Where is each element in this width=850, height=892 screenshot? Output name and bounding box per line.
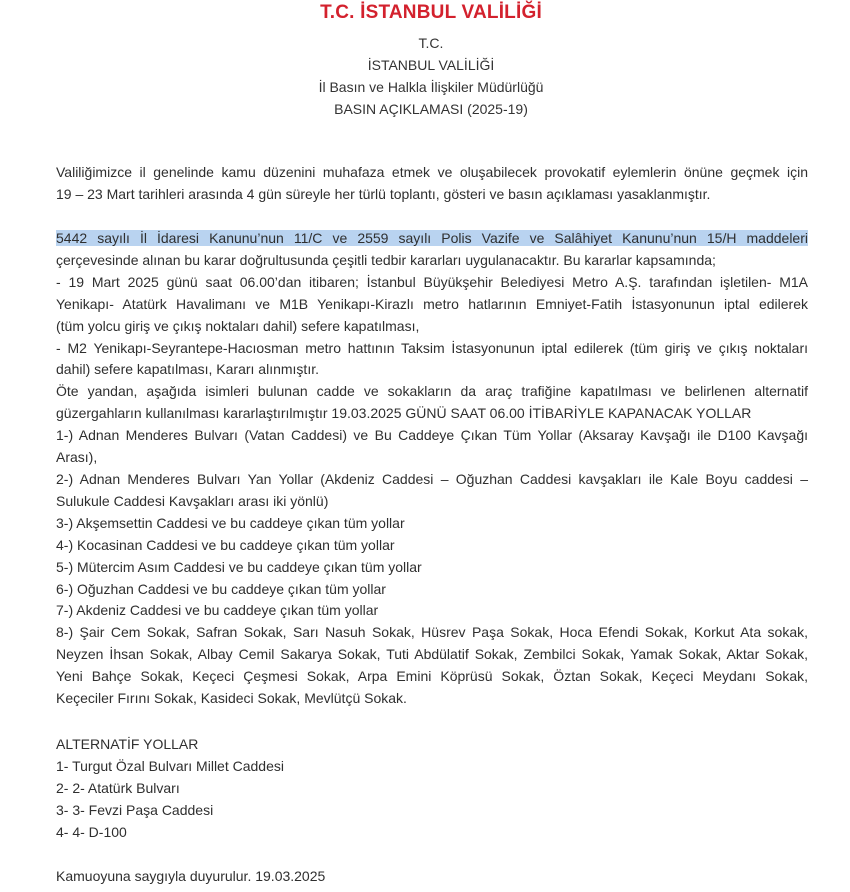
closing-line [56,866,808,888]
intro-line: Valiliğimizce il genelinde kamu düzenini muhafaza etmek ve oluşabilecek provokatif eylemlerin önüne geçmek için [56,164,808,180]
intro-paragraph [56,162,808,206]
closed-road-item-cont: Arası), [56,449,98,466]
closed-road-item-cont: Keçeciler Fırını Sokak, Kasideci Sokak, Mevlütçü Sokak. [56,690,407,707]
decision-line: çerçevesinde alınan bu karar doğrultusunda çeşitli tedbir kararları uygulanacaktır. Bu kararlar kapsamında; [56,251,716,268]
decision-line: - M2 Yenikapı-Seyrantepe-Hacıosman metro hattının Taksim İstasyonunun iptal edilerek (tüm giriş ve çıkış noktaları [56,339,808,356]
closed-road-item: 2-) Adnan Menderes Bulvarı Yan Yollar (Akdeniz Caddesi – Oğuzhan Caddesi kavşakları ile Kale Boyu caddesi – [56,470,808,487]
release-header [0,32,850,120]
site-title: T.C. İSTANBUL VALİLİĞİ [320,2,542,23]
alternative-roads [56,734,808,844]
alternative-road-item: 1- Turgut Özal Bulvarı Millet Caddesi [56,757,284,774]
closed-road-item: 6-) Oğuzhan Caddesi ve bu caddeye çıkan tüm yollar [56,580,386,597]
closed-road-item: 7-) Akdeniz Caddesi ve bu caddeye çıkan tüm yollar [56,602,379,619]
header-tc: T.C. [418,35,444,51]
decision-line: dahil) sefere kapatılması, Kararı alınmıştır. [56,361,319,378]
decision-line[interactable] [56,228,808,250]
alternative-road-item: 4- 4- D-100 [56,823,127,840]
closing-text: Kamuoyuna saygıyla duyurulur. 19.03.2025 [56,868,326,884]
selected-text-highlight[interactable]: 5442 sayılı İl İdaresi Kanunu’nun 11/C ve 2559 sayılı Polis Vazife ve Salâhiyet Kanunu’nun 15/H maddeleri [56,230,808,246]
decision-paragraph [56,228,808,710]
decision-line: - 19 Mart 2025 günü saat 06.00’dan itibaren; İstanbul Büyükşehir Belediyesi Metro A.Ş. tarafından işletilen- M1A [56,273,808,290]
closed-road-item: 5-) Mütercim Asım Caddesi ve bu caddeye çıkan tüm yollar [56,558,422,575]
decision-line: güzergahların kullanılması kararlaştırılmıştır 19.03.2025 GÜNÜ SAAT 06.00 İTİBARİYLE KAPANACAK YOLLAR [56,405,752,422]
header-istanbul-valiligi: İSTANBUL VALİLİĞİ [367,57,495,73]
header-release-number: BASIN AÇIKLAMASI (2025-19) [334,101,528,117]
closed-road-item: 8-) Şair Cem Sokak, Safran Sokak, Sarı Nasuh Sokak, Hüsrev Paşa Sokak, Hoca Efendi Sokak, Korkut Ata sokak, [56,624,808,641]
decision-line: Yenikapı- Atatürk Havalimanı ve M1B Yenikapı-Kirazlı metro hatlarının Emniyet-Fatih İstasyonunun iptal edilerek [56,295,808,312]
closed-road-item: 3-) Akşemsettin Caddesi ve bu caddeye çıkan tüm yollar [56,514,405,531]
closed-road-item-cont: Sulukule Caddesi Kavşakları arası iki yönlü) [56,492,329,509]
alternative-roads-heading: ALTERNATİF YOLLAR [56,736,199,752]
header-department: İl Basın ve Halkla İlişkiler Müdürlüğü [318,79,544,95]
decision-line: (tüm yolcu giriş ve çıkış noktaları dahil) sefere kapatılması, [56,317,420,334]
closed-road-item: 1-) Adnan Menderes Bulvarı (Vatan Caddesi) ve Bu Caddeye Çıkan Tüm Yollar (Aksaray Kavşağı ile D100 Kavşağı [56,427,808,444]
alternative-road-item: 3- 3- Fevzi Paşa Caddesi [56,801,214,818]
closed-road-item-cont: Yeni Bahçe Sokak, Keçeci Çeşmesi Sokak, Arpa Emini Köprüsü Sokak, Öztan Sokak, Keçeci Meydanı Sokak, [56,668,808,685]
decision-line: Öte yandan, aşağıda isimleri bulunan cadde ve sokakların da araç trafiğine kapatılması ve belirlenen alternatif [56,383,808,400]
intro-line: 19 – 23 Mart tarihleri arasında 4 gün süreyle her türlü toplantı, gösteri ve basın açıklaması yasaklanmıştır. [56,185,711,202]
closed-road-item-cont: Neyzen İhsan Sokak, Albay Cemil Sakarya Sokak, Tuti Abdülatif Sokak, Zembilci Sokak, Yamak Sokak, Aktar Sokak, [56,646,808,663]
closed-road-item: 4-) Kocasinan Caddesi ve bu caddeye çıkan tüm yollar [56,536,395,553]
alternative-road-item: 2- 2- Atatürk Bulvarı [56,779,180,796]
